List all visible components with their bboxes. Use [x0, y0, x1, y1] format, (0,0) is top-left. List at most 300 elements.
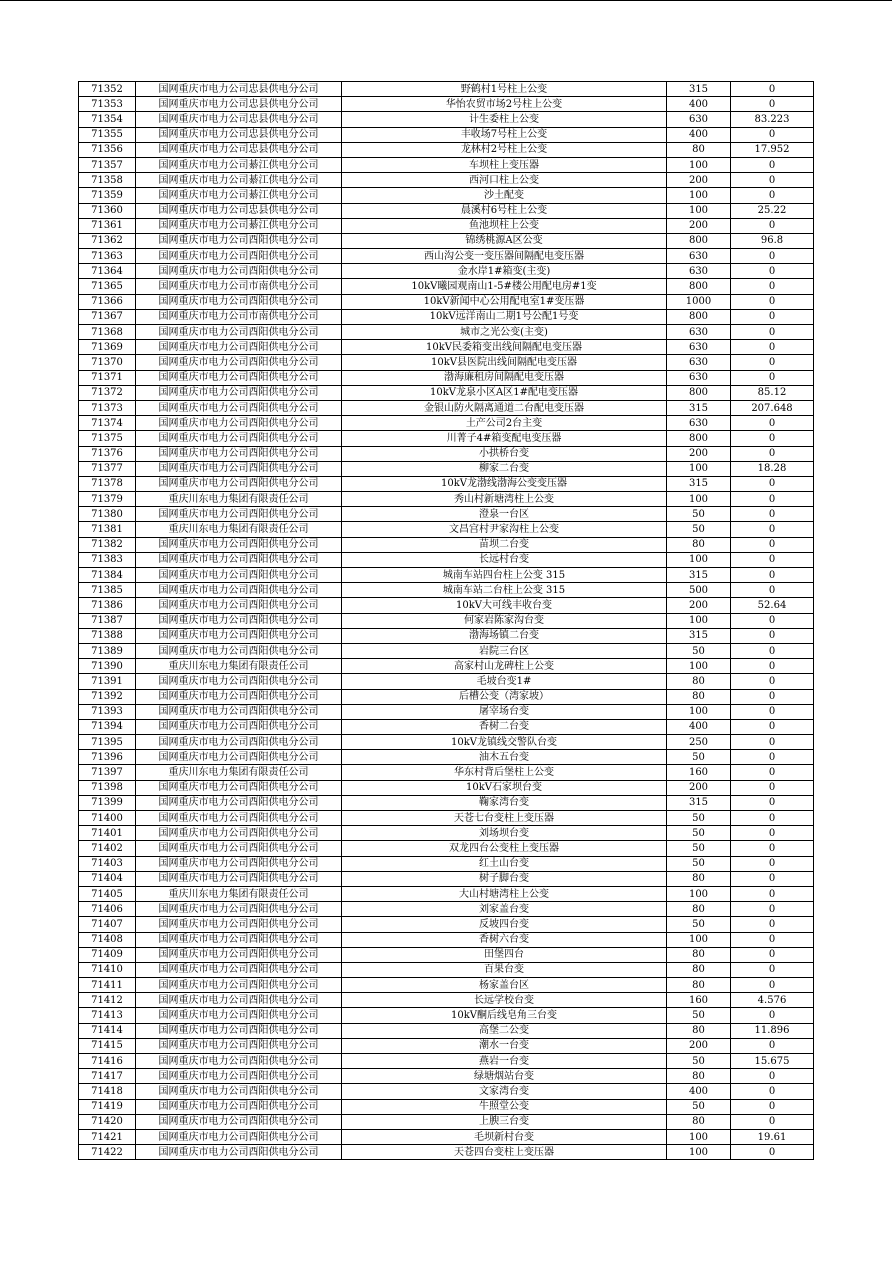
row-id-cell: 71396: [79, 750, 136, 765]
table-row: [79, 886, 814, 901]
value-cell: 0: [731, 492, 814, 507]
transformer-name-cell: 计生委柱上公变: [342, 112, 667, 127]
transformer-name-cell: 油木五台变: [342, 750, 667, 765]
row-id-cell: 71385: [79, 583, 136, 598]
transformer-name-cell: 屠宰场台变: [342, 704, 667, 719]
transformer-name-cell: 毛坝新村台变: [342, 1129, 667, 1144]
transformer-name-cell: 川菁子4#箱变配电变压器: [342, 431, 667, 446]
value-cell: 0: [731, 628, 814, 643]
company-cell: 国网重庆市电力公司酉阳供电分公司: [136, 1099, 342, 1114]
table-row: [79, 370, 814, 385]
table-row: [79, 218, 814, 233]
row-id-cell: 71402: [79, 841, 136, 856]
table-row: [79, 157, 814, 172]
capacity-cell: 100: [667, 203, 731, 218]
row-id-cell: 71357: [79, 157, 136, 172]
table-row: [79, 659, 814, 674]
table-row: [79, 750, 814, 765]
table-row: [79, 1054, 814, 1069]
company-cell: 国网重庆市电力公司酉阳供电分公司: [136, 993, 342, 1008]
transformer-name-cell: 华怡农贸市场2号柱上公变: [342, 97, 667, 112]
transformer-name-cell: 渤海场镇二台变: [342, 628, 667, 643]
company-cell: 国网重庆市电力公司忠县供电分公司: [136, 127, 342, 142]
transformer-name-cell: 红土山台变: [342, 856, 667, 871]
company-cell: 国网重庆市电力公司酉阳供电分公司: [136, 917, 342, 932]
row-id-cell: 71400: [79, 811, 136, 826]
company-cell: 国网重庆市电力公司酉阳供电分公司: [136, 552, 342, 567]
company-cell: 国网重庆市电力公司酉阳供电分公司: [136, 400, 342, 415]
transformer-name-cell: 苗坝二台变: [342, 537, 667, 552]
row-id-cell: 71390: [79, 659, 136, 674]
company-cell: 国网重庆市电力公司酉阳供电分公司: [136, 461, 342, 476]
company-cell: 国网重庆市电力公司酉阳供电分公司: [136, 643, 342, 658]
value-cell: 18.28: [731, 461, 814, 476]
row-id-cell: 71379: [79, 492, 136, 507]
capacity-cell: 800: [667, 431, 731, 446]
value-cell: 0: [731, 309, 814, 324]
company-cell: 重庆川东电力集团有限责任公司: [136, 765, 342, 780]
table-row: [79, 811, 814, 826]
table-row: [79, 309, 814, 324]
capacity-cell: 630: [667, 340, 731, 355]
row-id-cell: 71419: [79, 1099, 136, 1114]
table-row: [79, 522, 814, 537]
table-row: [79, 947, 814, 962]
transformer-name-cell: 田堡四台: [342, 947, 667, 962]
value-cell: 0: [731, 157, 814, 172]
row-id-cell: 71372: [79, 385, 136, 400]
value-cell: 0: [731, 127, 814, 142]
table-row: [79, 173, 814, 188]
transformer-name-cell: 反坡四台变: [342, 917, 667, 932]
value-cell: 207.648: [731, 400, 814, 415]
value-cell: 0: [731, 947, 814, 962]
capacity-cell: 80: [667, 689, 731, 704]
value-cell: 0: [731, 704, 814, 719]
row-id-cell: 71412: [79, 993, 136, 1008]
capacity-cell: 160: [667, 765, 731, 780]
row-id-cell: 71365: [79, 279, 136, 294]
value-cell: 4.576: [731, 993, 814, 1008]
transformer-name-cell: 潮水一台变: [342, 1038, 667, 1053]
row-id-cell: 71414: [79, 1023, 136, 1038]
row-id-cell: 71408: [79, 932, 136, 947]
table-row: [79, 1084, 814, 1099]
row-id-cell: 71394: [79, 719, 136, 734]
capacity-cell: 500: [667, 583, 731, 598]
table-row: [79, 537, 814, 552]
value-cell: 0: [731, 476, 814, 491]
value-cell: 0: [731, 568, 814, 583]
table-row: [79, 795, 814, 810]
capacity-cell: 200: [667, 446, 731, 461]
value-cell: 0: [731, 765, 814, 780]
table-row: [79, 871, 814, 886]
table-row: [79, 719, 814, 734]
row-id-cell: 71375: [79, 431, 136, 446]
capacity-cell: 160: [667, 993, 731, 1008]
transformer-name-cell: 何家岩陈家沟台变: [342, 613, 667, 628]
row-id-cell: 71391: [79, 674, 136, 689]
table-row: [79, 552, 814, 567]
row-id-cell: 71354: [79, 112, 136, 127]
company-cell: 国网重庆市电力公司酉阳供电分公司: [136, 674, 342, 689]
row-id-cell: 71371: [79, 370, 136, 385]
table-row: [79, 583, 814, 598]
transformer-name-cell: 大山村塘湾柱上公变: [342, 886, 667, 901]
table-row: [79, 112, 814, 127]
value-cell: 0: [731, 1069, 814, 1084]
company-cell: 国网重庆市电力公司綦江供电分公司: [136, 173, 342, 188]
table-row: [79, 188, 814, 203]
value-cell: 0: [731, 886, 814, 901]
company-cell: 国网重庆市电力公司酉阳供电分公司: [136, 689, 342, 704]
value-cell: 0: [731, 856, 814, 871]
table-row: [79, 97, 814, 112]
transformer-name-cell: 高家村山龙碑柱上公变: [342, 659, 667, 674]
value-cell: 0: [731, 659, 814, 674]
transformer-name-cell: 鱼池坝柱上公变: [342, 218, 667, 233]
row-id-cell: 71421: [79, 1129, 136, 1144]
row-id-cell: 71369: [79, 340, 136, 355]
transformer-name-cell: 渤海廉租房间隔配电变压器: [342, 370, 667, 385]
capacity-cell: 200: [667, 173, 731, 188]
transformer-name-cell: 牛照堂公变: [342, 1099, 667, 1114]
value-cell: 0: [731, 294, 814, 309]
row-id-cell: 71374: [79, 416, 136, 431]
row-id-cell: 71415: [79, 1038, 136, 1053]
value-cell: 0: [731, 902, 814, 917]
row-id-cell: 71367: [79, 309, 136, 324]
transformer-name-cell: 西山沟公变一变压器间隔配电变压器: [342, 249, 667, 264]
transformer-name-cell: 10kV龙镇线交警队台变: [342, 735, 667, 750]
transformer-name-cell: 10kV县医院出线间隔配电变压器: [342, 355, 667, 370]
row-id-cell: 71405: [79, 886, 136, 901]
row-id-cell: 71373: [79, 400, 136, 415]
table-row: [79, 689, 814, 704]
company-cell: 国网重庆市电力公司市南供电分公司: [136, 309, 342, 324]
value-cell: 0: [731, 355, 814, 370]
row-id-cell: 71378: [79, 476, 136, 491]
capacity-cell: 800: [667, 279, 731, 294]
table-row: [79, 446, 814, 461]
transformer-name-cell: 10kV酮后线皂角三台变: [342, 1008, 667, 1023]
row-id-cell: 71384: [79, 568, 136, 583]
company-cell: 国网重庆市电力公司酉阳供电分公司: [136, 947, 342, 962]
capacity-cell: 50: [667, 841, 731, 856]
table-row: [79, 932, 814, 947]
value-cell: 83.223: [731, 112, 814, 127]
row-id-cell: 71363: [79, 249, 136, 264]
table-row: [79, 962, 814, 977]
capacity-cell: 315: [667, 82, 731, 97]
value-cell: 15.675: [731, 1054, 814, 1069]
transformer-name-cell: 澄泉一台区: [342, 507, 667, 522]
capacity-cell: 1000: [667, 294, 731, 309]
capacity-cell: 50: [667, 826, 731, 841]
company-cell: 国网重庆市电力公司酉阳供电分公司: [136, 628, 342, 643]
value-cell: 0: [731, 917, 814, 932]
value-cell: 0: [731, 218, 814, 233]
table-row: [79, 82, 814, 97]
table-row: [79, 476, 814, 491]
company-cell: 国网重庆市电力公司酉阳供电分公司: [136, 962, 342, 977]
company-cell: 国网重庆市电力公司酉阳供电分公司: [136, 1069, 342, 1084]
transformer-name-cell: 车坝柱上变压器: [342, 157, 667, 172]
company-cell: 国网重庆市电力公司酉阳供电分公司: [136, 249, 342, 264]
transformer-name-cell: 晨溪村6号柱上公变: [342, 203, 667, 218]
capacity-cell: 315: [667, 476, 731, 491]
value-cell: 0: [731, 370, 814, 385]
transformer-name-cell: 百果台变: [342, 962, 667, 977]
capacity-cell: 50: [667, 1054, 731, 1069]
value-cell: 17.952: [731, 142, 814, 157]
capacity-cell: 100: [667, 188, 731, 203]
company-cell: 国网重庆市电力公司綦江供电分公司: [136, 188, 342, 203]
table-row: [79, 856, 814, 871]
company-cell: 国网重庆市电力公司酉阳供电分公司: [136, 1023, 342, 1038]
value-cell: 0: [731, 188, 814, 203]
company-cell: 国网重庆市电力公司酉阳供电分公司: [136, 325, 342, 340]
transformer-name-cell: 丰收场7号柱上公变: [342, 127, 667, 142]
company-cell: 国网重庆市电力公司酉阳供电分公司: [136, 811, 342, 826]
capacity-cell: 50: [667, 811, 731, 826]
row-id-cell: 71410: [79, 962, 136, 977]
row-id-cell: 71353: [79, 97, 136, 112]
transformer-name-cell: 10kV远洋南山二期1号公配1号变: [342, 309, 667, 324]
table-row: [79, 704, 814, 719]
row-id-cell: 71368: [79, 325, 136, 340]
company-cell: 国网重庆市电力公司酉阳供电分公司: [136, 704, 342, 719]
capacity-cell: 630: [667, 264, 731, 279]
value-cell: 0: [731, 522, 814, 537]
capacity-cell: 800: [667, 385, 731, 400]
transformer-name-cell: 10kV龙渤线渤海公变变压器: [342, 476, 667, 491]
transformer-name-cell: 长远学校台变: [342, 993, 667, 1008]
row-id-cell: 71381: [79, 522, 136, 537]
row-id-cell: 71377: [79, 461, 136, 476]
row-id-cell: 71352: [79, 82, 136, 97]
company-cell: 国网重庆市电力公司酉阳供电分公司: [136, 841, 342, 856]
company-cell: 国网重庆市电力公司酉阳供电分公司: [136, 355, 342, 370]
value-cell: 0: [731, 780, 814, 795]
table-row: [79, 735, 814, 750]
table-row: [79, 568, 814, 583]
value-cell: 0: [731, 978, 814, 993]
row-id-cell: 71395: [79, 735, 136, 750]
transformer-name-cell: 金水岸1#箱变(主变): [342, 264, 667, 279]
value-cell: 0: [731, 416, 814, 431]
transformer-name-cell: 10kV曦园观南山1-5#楼公用配电房#1变: [342, 279, 667, 294]
table-row: [79, 492, 814, 507]
company-cell: 国网重庆市电力公司酉阳供电分公司: [136, 871, 342, 886]
company-cell: 重庆川东电力集团有限责任公司: [136, 492, 342, 507]
capacity-cell: 80: [667, 142, 731, 157]
capacity-cell: 800: [667, 233, 731, 248]
value-cell: 0: [731, 735, 814, 750]
company-cell: 国网重庆市电力公司酉阳供电分公司: [136, 370, 342, 385]
capacity-cell: 250: [667, 735, 731, 750]
capacity-cell: 50: [667, 856, 731, 871]
company-cell: 国网重庆市电力公司忠县供电分公司: [136, 203, 342, 218]
capacity-cell: 400: [667, 1084, 731, 1099]
row-id-cell: 71389: [79, 643, 136, 658]
transformer-name-cell: 土产公司2台主变: [342, 416, 667, 431]
row-id-cell: 71360: [79, 203, 136, 218]
value-cell: 0: [731, 97, 814, 112]
company-cell: 国网重庆市电力公司酉阳供电分公司: [136, 1129, 342, 1144]
transformer-name-cell: 龙林村2号柱上公变: [342, 142, 667, 157]
transformer-name-cell: 锦绣桃源A区公变: [342, 233, 667, 248]
capacity-cell: 100: [667, 157, 731, 172]
capacity-cell: 630: [667, 112, 731, 127]
value-cell: 0: [731, 537, 814, 552]
company-cell: 国网重庆市电力公司酉阳供电分公司: [136, 902, 342, 917]
company-cell: 国网重庆市电力公司忠县供电分公司: [136, 97, 342, 112]
capacity-cell: 100: [667, 886, 731, 901]
table-row: [79, 233, 814, 248]
capacity-cell: 80: [667, 962, 731, 977]
company-cell: 国网重庆市电力公司忠县供电分公司: [136, 82, 342, 97]
company-cell: 国网重庆市电力公司酉阳供电分公司: [136, 780, 342, 795]
value-cell: 0: [731, 1084, 814, 1099]
company-cell: 重庆川东电力集团有限责任公司: [136, 659, 342, 674]
table-row: [79, 385, 814, 400]
row-id-cell: 71386: [79, 598, 136, 613]
transformer-name-cell: 小拱桥台变: [342, 446, 667, 461]
capacity-cell: 100: [667, 932, 731, 947]
capacity-cell: 100: [667, 613, 731, 628]
row-id-cell: 71411: [79, 978, 136, 993]
table-row: [79, 841, 814, 856]
transformer-name-cell: 10kV民委箱变出线间隔配电变压器: [342, 340, 667, 355]
table-row: [79, 826, 814, 841]
table-row: [79, 1023, 814, 1038]
value-cell: 0: [731, 249, 814, 264]
row-id-cell: 71387: [79, 613, 136, 628]
capacity-cell: 100: [667, 492, 731, 507]
capacity-cell: 100: [667, 552, 731, 567]
company-cell: 国网重庆市电力公司酉阳供电分公司: [136, 1054, 342, 1069]
table-row: [79, 1008, 814, 1023]
capacity-cell: 80: [667, 947, 731, 962]
capacity-cell: 50: [667, 507, 731, 522]
transformer-name-cell: 华东村背后堡柱上公变: [342, 765, 667, 780]
row-id-cell: 71392: [79, 689, 136, 704]
row-id-cell: 71388: [79, 628, 136, 643]
row-id-cell: 71382: [79, 537, 136, 552]
row-id-cell: 71401: [79, 826, 136, 841]
company-cell: 国网重庆市电力公司酉阳供电分公司: [136, 507, 342, 522]
company-cell: 重庆川东电力集团有限责任公司: [136, 886, 342, 901]
transformer-name-cell: 鞠家湾台变: [342, 795, 667, 810]
company-cell: 国网重庆市电力公司酉阳供电分公司: [136, 1145, 342, 1160]
transformer-name-cell: 文昌宫村尹家沟柱上公变: [342, 522, 667, 537]
table-row: [79, 902, 814, 917]
company-cell: 国网重庆市电力公司酉阳供电分公司: [136, 568, 342, 583]
table-row: [79, 507, 814, 522]
capacity-cell: 315: [667, 795, 731, 810]
transformer-name-cell: 天苍七台变柱上变压器: [342, 811, 667, 826]
table-row: [79, 340, 814, 355]
company-cell: 国网重庆市电力公司酉阳供电分公司: [136, 233, 342, 248]
table-row: [79, 127, 814, 142]
transformer-name-cell: 秀山村新塘湾柱上公变: [342, 492, 667, 507]
row-id-cell: 71398: [79, 780, 136, 795]
row-id-cell: 71418: [79, 1084, 136, 1099]
value-cell: 0: [731, 932, 814, 947]
capacity-cell: 315: [667, 628, 731, 643]
company-cell: 国网重庆市电力公司酉阳供电分公司: [136, 294, 342, 309]
value-cell: 0: [731, 583, 814, 598]
transformer-data-table: [78, 81, 814, 1160]
capacity-cell: 400: [667, 97, 731, 112]
capacity-cell: 315: [667, 568, 731, 583]
transformer-name-cell: 毛坡台变1#: [342, 674, 667, 689]
transformer-name-cell: 双龙四台公变柱上变压器: [342, 841, 667, 856]
value-cell: 0: [731, 1145, 814, 1160]
capacity-cell: 630: [667, 416, 731, 431]
company-cell: 国网重庆市电力公司酉阳供电分公司: [136, 583, 342, 598]
value-cell: 0: [731, 795, 814, 810]
row-id-cell: 71416: [79, 1054, 136, 1069]
company-cell: 国网重庆市电力公司酉阳供电分公司: [136, 826, 342, 841]
row-id-cell: 71383: [79, 552, 136, 567]
capacity-cell: 400: [667, 127, 731, 142]
table-body: [79, 82, 814, 1160]
transformer-name-cell: 10kV龙泉小区A区1#配电变压器: [342, 385, 667, 400]
transformer-name-cell: 岩院三台区: [342, 643, 667, 658]
company-cell: 国网重庆市电力公司酉阳供电分公司: [136, 735, 342, 750]
table-row: [79, 1038, 814, 1053]
row-id-cell: 71417: [79, 1069, 136, 1084]
value-cell: 0: [731, 1099, 814, 1114]
table-row: [79, 416, 814, 431]
capacity-cell: 80: [667, 1023, 731, 1038]
transformer-name-cell: 香树二台变: [342, 719, 667, 734]
table-row: [79, 1114, 814, 1129]
transformer-name-cell: 长远村台变: [342, 552, 667, 567]
company-cell: 国网重庆市电力公司酉阳供电分公司: [136, 613, 342, 628]
value-cell: 0: [731, 871, 814, 886]
company-cell: 国网重庆市电力公司酉阳供电分公司: [136, 431, 342, 446]
table-row: [79, 674, 814, 689]
value-cell: 0: [731, 962, 814, 977]
value-cell: 0: [731, 674, 814, 689]
value-cell: 52.64: [731, 598, 814, 613]
row-id-cell: 71362: [79, 233, 136, 248]
company-cell: 国网重庆市电力公司酉阳供电分公司: [136, 1008, 342, 1023]
capacity-cell: 200: [667, 780, 731, 795]
company-cell: 国网重庆市电力公司酉阳供电分公司: [136, 795, 342, 810]
capacity-cell: 100: [667, 1145, 731, 1160]
table-row: [79, 400, 814, 415]
capacity-cell: 100: [667, 704, 731, 719]
capacity-cell: 200: [667, 1038, 731, 1053]
capacity-cell: 50: [667, 1008, 731, 1023]
row-id-cell: 71422: [79, 1145, 136, 1160]
value-cell: 0: [731, 613, 814, 628]
table-row: [79, 643, 814, 658]
table-row: [79, 598, 814, 613]
table-row: [79, 780, 814, 795]
value-cell: 0: [731, 173, 814, 188]
table-row: [79, 1069, 814, 1084]
capacity-cell: 50: [667, 1099, 731, 1114]
value-cell: 11.896: [731, 1023, 814, 1038]
company-cell: 国网重庆市电力公司酉阳供电分公司: [136, 719, 342, 734]
value-cell: 0: [731, 1114, 814, 1129]
